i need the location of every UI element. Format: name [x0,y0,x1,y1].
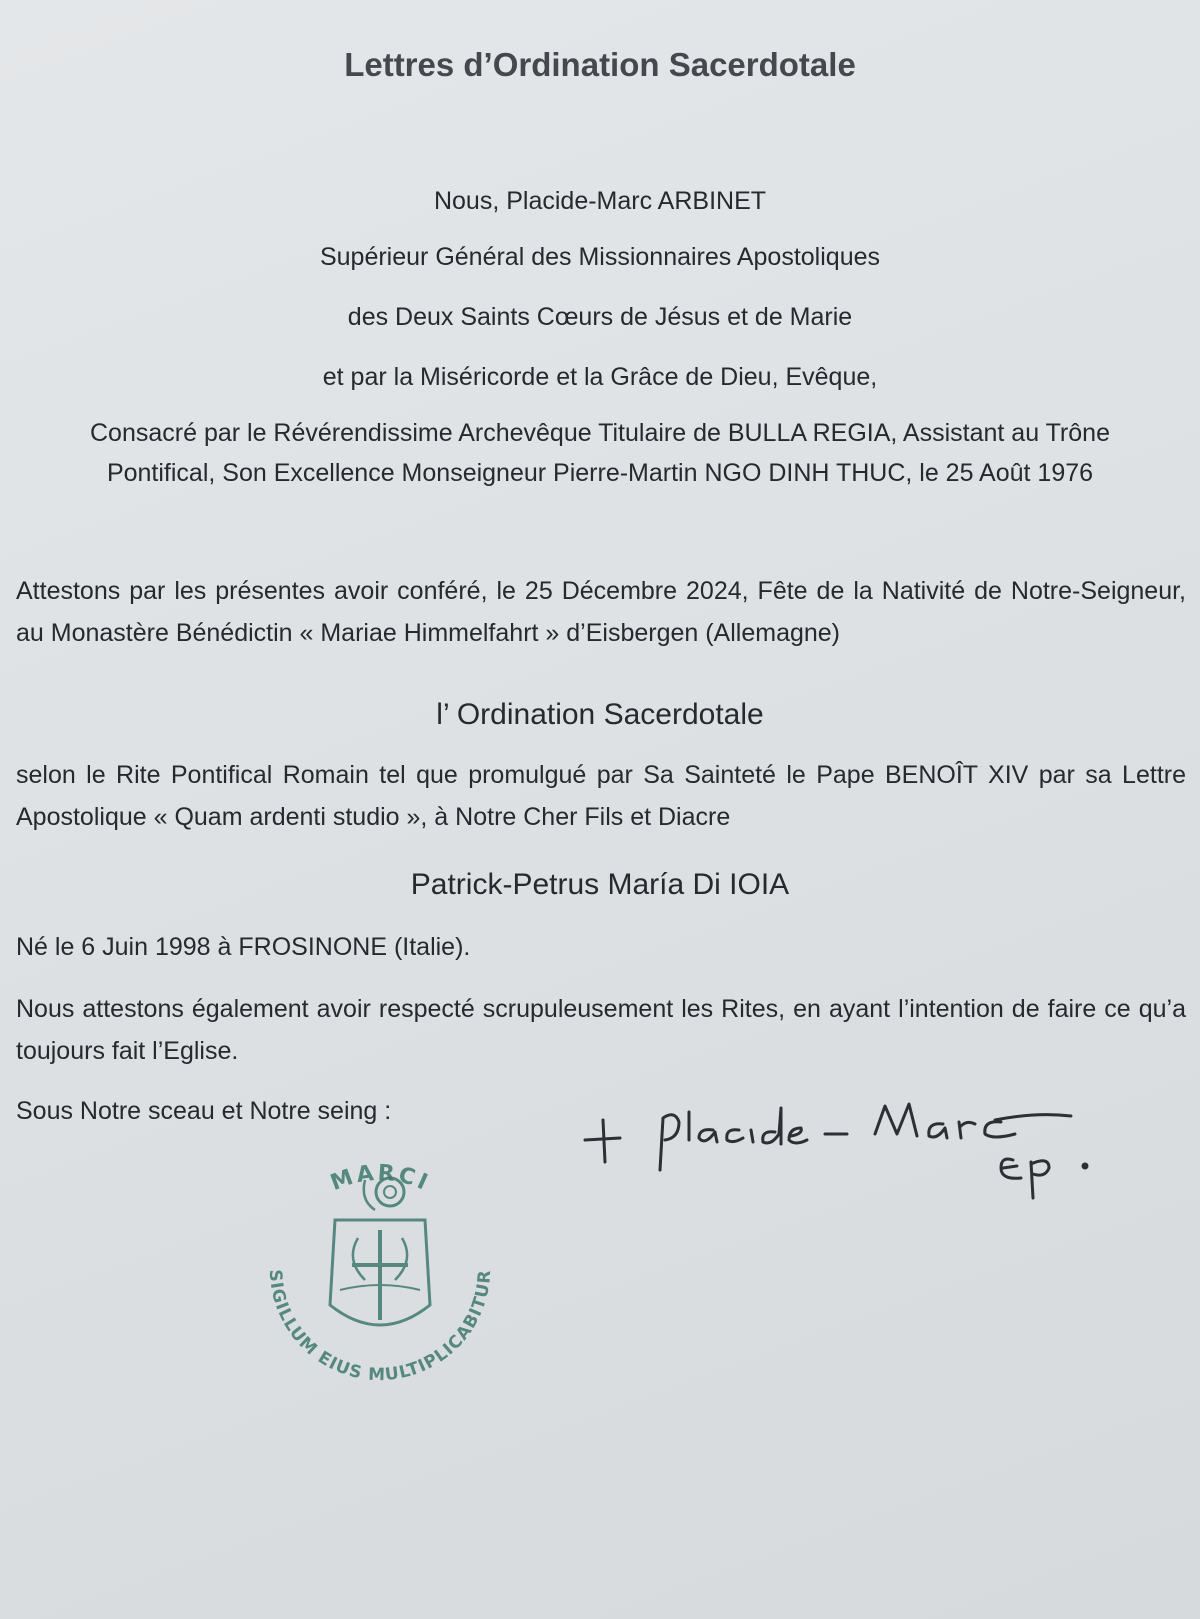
seal-legend-top: MARCI [327,1160,434,1197]
rite-paragraph: selon le Rite Pontifical Romain tel que promulgué par Sa Sainteté le Pape BENOÎT XIV par sa Lettre Apostolique « Quam ardenti studio », à Notre Cher Fils et Diacre [16,761,1186,831]
svg-text:MARCI [327,1161,433,1197]
ordination-heading: l’ Ordination Sacerdotale [436,698,764,731]
seal-line: Sous Notre sceau et Notre seing : [16,1097,392,1125]
birth-line: Né le 6 Juin 1998 à FROSINONE (Italie). [16,933,471,961]
consecration-line-1: Consacré par le Révérendissime Archevêque Titulaire de BULLA REGIA, Assistant au Trône [90,419,1110,447]
episcopal-seal-icon [240,1130,520,1410]
congregation-line: des Deux Saints Cœurs de Jésus et de Marie [347,303,853,331]
document-title: Lettres d’Ordination Sacerdotale [344,46,856,83]
bishop-name-line: Nous, Placide-Marc ARBINET [433,187,767,215]
rites-statement: Nous attestons également avoir respecté scrupuleusement les Rites, en ayant l’intention de faire ce qu’a toujours fait l’Eglise. [16,995,1186,1065]
superior-line: Supérieur Général des Missionnaires Apostoliques [319,243,881,271]
seal-legend-bottom: SIGILLUM EIUS MULTIPLICABITUR [264,1268,496,1386]
handwritten-signature-icon [575,1100,1135,1220]
attestation-paragraph: Attestons par les présentes avoir conféré, le 25 Décembre 2024, Fête de la Nativité de Notre-Seigneur, au Monastère Bénédictin « Mariae Himmelfahrt » d’Eisbergen (Allemagne) [16,577,1186,647]
consecration-line-2: Pontifical, Son Excellence Monseigneur Pierre-Martin NGO DINH THUC, le 25 Août 1976 [106,459,1094,487]
ordinand-name: Patrick-Petrus María Di IOIA [410,868,790,901]
bishop-title-line: et par la Miséricorde et la Grâce de Dieu, Evêque, [322,363,878,391]
